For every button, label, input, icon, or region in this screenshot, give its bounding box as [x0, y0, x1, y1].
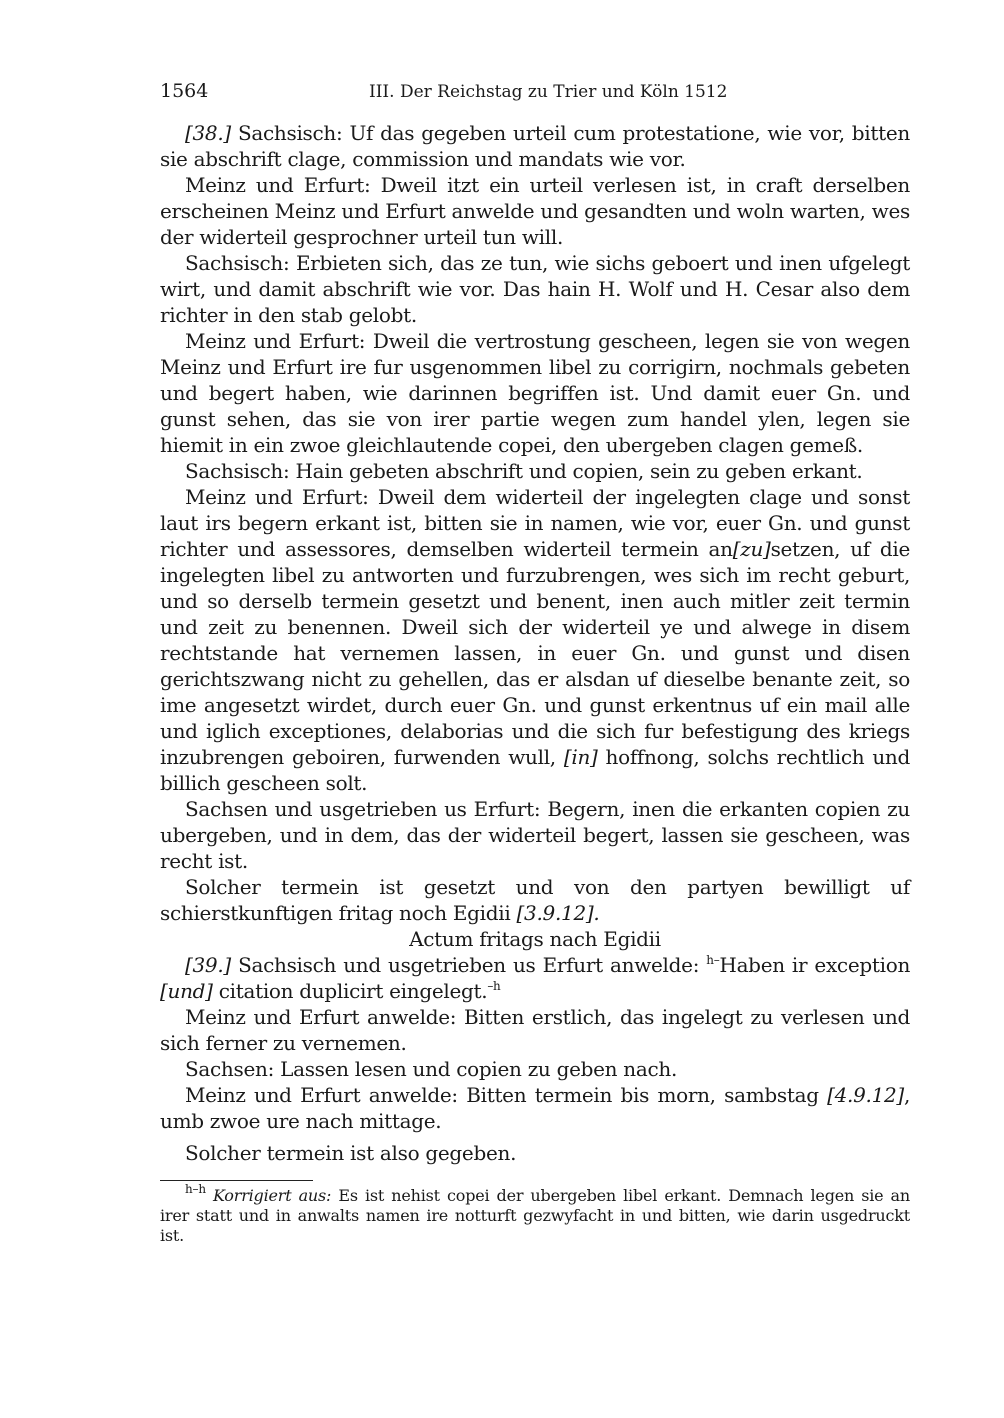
section-number: [39.] [185, 953, 231, 977]
editorial-insertion: [in] [563, 745, 598, 769]
page-number: 1564 [160, 80, 209, 102]
paragraph [160, 1056, 910, 1082]
paragraph-text: Sachsen und usgetrieben us Erfurt: Begern, inen die erkanten copien zu ubergeben, und in dem, das der widerteil begert, lassen sie gescheen, was recht ist. [160, 797, 910, 873]
paragraph-text: Meinz und Erfurt: Dweil dem widerteil der ingelegten clage und sonst laut irs begern erkant ist, bitten sie in namen, wie vor, euer Gn. und gunst richter und assessores, demselben widerteil termein an [160, 485, 910, 561]
paragraph-38 [160, 120, 910, 172]
paragraph-text: Meinz und Erfurt: Dweil die vertrostung gescheen, legen sie von wegen Meinz und Erfurt ire fur usgenommen libel zu corrigirn, nochmals gebeten und begert haben, wie darinnen begriffen ist. Und damit euer Gn. und gunst sehen, das sie von irer partie wegen zum handel ylen, legen sie hiemit in ein zwoe gleichlautende copei, den ubergeben clagen gemeß. [160, 329, 910, 457]
main-text [160, 120, 910, 1166]
running-title: III. Der Reichstag zu Trier und Köln 1512 [369, 82, 728, 102]
section-heading [160, 926, 910, 952]
paragraph-text: setzen, uf die ingelegten libel zu antworten und furzubrengen, wes sich im recht geburt, und so derselb termein gesetzt und benent, inen auch mitler zeit termin und zeit zu benennen. Dweil sich der widerteil ye und alwege in disem rechtstande hat vernemen lassen, in euer Gn. und gunst und disen gerichtszwang nicht zu gehellen, das er alsdan uf dieselbe benante zeit, so ime angesetzt wirdet, durch euer Gn. und gunst erkentnus uf ein mail alle und iglich exceptiones, delaborias und die sich fur befestigung des kriegs inzubrengen geboiren, furwenden wull, [160, 537, 910, 769]
paragraph-text: Sachsisch: Erbieten sich, das ze tun, wie sichs geboert und inen ufgelegt wirt, und damit abschrift wie vor. Das hain H. Wolf und H. Cesar also dem richter in den stab gelobt. [160, 251, 910, 327]
paragraph-text: Sachsisch: Hain gebeten abschrift und copien, sein zu geben erkant. [185, 459, 863, 483]
editorial-insertion: [und] [160, 979, 213, 1003]
footnote-label: Korrigiert aus: [212, 1186, 332, 1205]
heading-text: Actum fritags nach Egidii [409, 927, 661, 951]
paragraph-text: , umb zwoe ure nach mittage. [160, 1083, 910, 1133]
paragraph-text: Solcher termein ist also gegeben. [185, 1141, 517, 1165]
footnote-text: Es ist nehist copei der ubergeben libel erkant. Demnach legen sie an irer statt und in anwalts namen ire notturft gezwyfacht in und bitten, wie darin usgedruckt ist. [160, 1186, 910, 1245]
paragraph [160, 458, 910, 484]
paragraph [160, 328, 910, 458]
paragraph-text: Sachsen: Lassen lesen und copien zu geben nach. [185, 1057, 678, 1081]
footnote-mark: h– [706, 953, 720, 967]
footnote [160, 1182, 910, 1246]
footnote-paragraph [160, 1182, 910, 1246]
paragraph-text: hoffnong, solchs rechtlich und billich gescheen solt. [160, 745, 910, 795]
paragraph-39 [160, 952, 910, 1004]
paragraph [160, 1004, 910, 1056]
paragraph [160, 874, 910, 926]
paragraph-text: Sachsisch und usgetrieben us Erfurt anwelde: [238, 953, 700, 977]
footnote-mark: –h [487, 979, 501, 993]
paragraph-text: Meinz und Erfurt anwelde: Bitten erstlich, das ingelegt zu verlesen und sich ferner zu vernemen. [160, 1005, 910, 1055]
running-header [160, 80, 910, 110]
paragraph-text: Haben ir exception [719, 953, 911, 977]
paragraph-text: Meinz und Erfurt anwelde: Bitten termein bis morn, sambstag [185, 1083, 819, 1107]
paragraph [160, 250, 910, 328]
editorial-date: [3.9.12]. [516, 901, 600, 925]
paragraph-text: citation duplicirt eingelegt. [218, 979, 488, 1003]
paragraph [160, 484, 910, 796]
paragraph-text: Sachsisch: Uf das gegeben urteil cum protestatione, wie vor, bitten sie abschrift clage, commission und mandats wie vor. [160, 121, 910, 171]
paragraph [160, 796, 910, 874]
section-number: [38.] [185, 121, 231, 145]
footnote-mark: h–h [185, 1182, 206, 1196]
editorial-insertion: [zu] [732, 537, 771, 561]
paragraph [160, 1140, 910, 1166]
paragraph-text: Solcher termein ist gesetzt und von den partyen bewilligt uf schierstkunftigen fritag noch Egidii [160, 875, 910, 925]
paragraph [160, 172, 910, 250]
paragraph [160, 1082, 910, 1134]
footnote-rule [160, 1180, 313, 1181]
editorial-date: [4.9.12] [827, 1083, 904, 1107]
paragraph-text: Meinz und Erfurt: Dweil itzt ein urteil verlesen ist, in craft derselben erscheinen Meinz und Erfurt anwelde und gesandten und woln warten, wes der widerteil gesprochner urteil tun will. [160, 173, 910, 249]
